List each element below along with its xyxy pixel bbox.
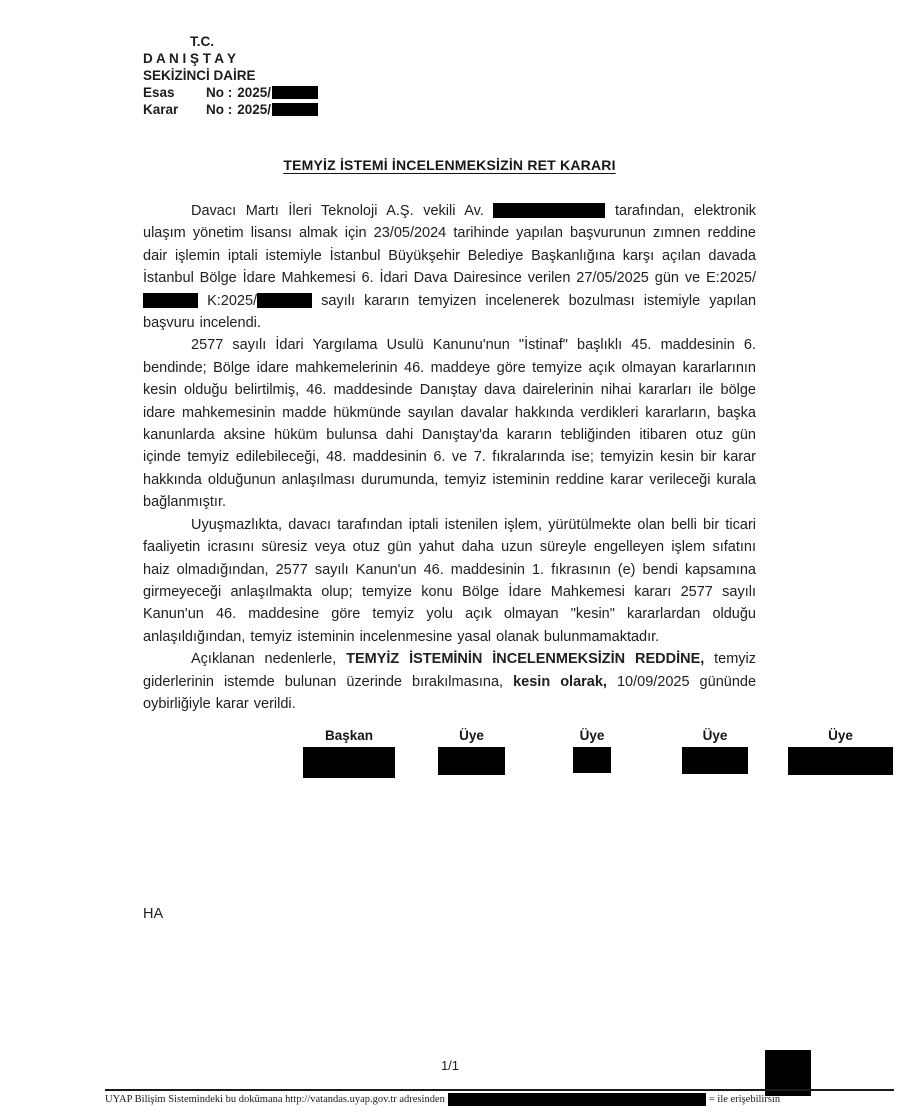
redaction-box [272,103,318,116]
signature-uye-1 [438,728,505,780]
signature-baskan [303,728,395,783]
redaction-box [257,293,312,308]
signature-row [143,728,853,792]
document-title: TEMYİZ İSTEMİ İNCELENMEKSİZİN RET KARARI [283,157,616,173]
footer-text-before: UYAP Bilişim Sistemindeki bu dokümana http://vatandas.uyap.gov.tr adresinden [105,1094,445,1105]
signature-redaction-box [303,747,395,778]
esas-value: 2025/ [237,85,272,100]
document-header [143,0,900,118]
footer-text-after: = ile erişebilirsin [708,1094,781,1105]
signature-label: Üye [459,728,484,744]
document-body [143,200,853,792]
signature-redaction-box [788,747,893,775]
karar-label: Karar [143,102,179,117]
paragraph-intro: Davacı Martı İleri Teknoloji A.Ş. vekili Av. tarafından, elektronik ulaşım yönetim lisansı almak için 23/05/2024 tarihinde yapılan başvurunun zımnen reddine dair işlemin iptali istemiyle İstanbul Büyükşehir Belediye Başkanlığına karşı açılan davada İstanbul Bölge İdare Mahkemesi 6. İdari Dava Dairesince verilen 27/05/2025 gün ve E:2025/ K:2025/ sayılı kararın temyizen incelenerek bozulması istemiyle yapılan başvuru incelendi. [143,203,757,332]
signature-uye-3 [682,728,748,779]
redaction-box [493,203,605,218]
signature-label: Üye [702,728,728,744]
signature-redaction-box [682,747,748,774]
header-tc: T.C. [190,34,215,49]
clerk-initials: HA [143,906,164,922]
redaction-box [272,86,318,99]
footer-divider [105,1089,894,1091]
uyap-footer [105,1093,894,1106]
signature-label: Başkan [324,728,374,744]
header-court-name: D A N I Ş T A Y [143,51,237,66]
title-wrap [143,157,756,175]
karar-value: 2025/ [237,102,272,117]
signature-redaction-box [438,747,505,775]
footer-code-redaction-bar [448,1093,706,1106]
no-label: No : [206,102,233,117]
paragraph-legal-basis: 2577 sayılı İdari Yargılama Usulü Kanunu'nun "İstinaf" başlıklı 45. maddesinin 6. bendinde; Bölge idare mahkemelerinin 46. maddeye göre temyize açık olmayan kararlarının kesin olduğu belirtilmiş, 46. maddesinde Danıştay dava dairelerinin nihai kararları ile bölge idare mahkemesinin madde hükmünde sayılan davalar hakkında verdikleri kararların, başka kanunlarda aksine hüküm bulunsa dahi Danıştay'da kararın tebliğinden itibaren otuz gün içinde temyiz edilebileceği, 48. maddesinin 6. ve 7. fıkralarında ise; temyizin kesin bir karar hakkında olduğunun anlaşılması durumunda, temyiz isteminin reddine karar verileceği kurala bağlanmıştır. [143,337,756,511]
no-label: No : [206,85,233,100]
signature-label: Üye [579,728,605,744]
header-chamber-name: SEKİZİNCİ DAİRE [143,68,256,83]
redaction-box [143,293,198,308]
karar-no-row [143,101,900,118]
signature-label: Üye [828,728,853,744]
paragraph-conclusion: Açıklanan nedenlerle, TEMYİZ İSTEMİNİN İNCELENMEKSİZİN REDDİNE, temyiz giderlerinin istemde bulunan üzerinde bırakılmasına, kesin olarak, 10/09/2025 gününde oybirliğiyle karar verildi. [143,651,757,712]
paragraph-assessment: Uyuşmazlıkta, davacı tarafından iptali istenilen işlem, yürütülmekte olan belli bir ticari faaliyetin icrasını süresiz veya otuz gün yahut daha uzun süreyle engelleyen işlem sıfatını haiz olmadığından, 2577 sayılı Kanun'un 46. maddesinin 1. fıkrasının (e) bendi kapsamına girmeyeceği anlaşılmakta olup; temyize konu Bölge İdare Mahkemesi kararı 2577 sayılı Kanun'un 46. maddesine göre temyiz yolu açık olmayan "kesin" kararlardan olduğu anlaşıldığından, temyiz isteminin incelenmesine yasal olanak bulunmamaktadır. [143,516,756,645]
signature-redaction-box [573,747,611,773]
page-number: 1/1 [440,1058,460,1073]
esas-no-row [143,84,900,101]
signature-uye-4 [788,728,893,780]
esas-label: Esas [143,85,175,100]
signature-uye-2 [573,728,611,778]
